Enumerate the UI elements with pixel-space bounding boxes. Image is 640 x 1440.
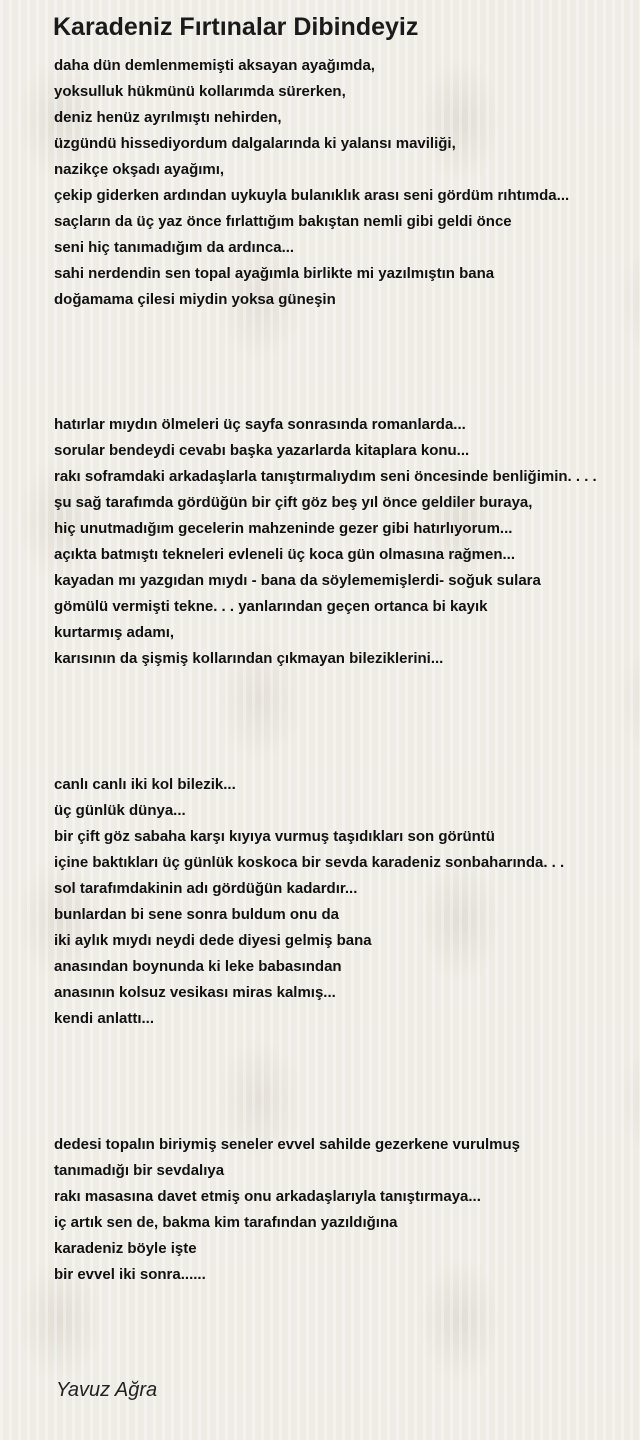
stanza-2 bbox=[54, 412, 640, 672]
poem-line: açıkta batmıştı tekneleri evleneli üç koca gün olmasına rağmen... bbox=[54, 546, 516, 563]
stanza-4 bbox=[54, 1132, 640, 1288]
poem-line: rakı masasına davet etmiş onu arkadaşlarıyla tanıştırmaya... bbox=[54, 1188, 481, 1205]
poem-line: anasından boynunda ki leke babasından bbox=[54, 958, 342, 975]
poem-author: Yavuz Ağra bbox=[56, 1379, 158, 1401]
poem-line: hiç unutmadığım gecelerin mahzeninde gezer gibi hatırlıyorum... bbox=[54, 520, 513, 537]
poem-title: Karadeniz Fırtınalar Dibindeyiz bbox=[53, 13, 419, 41]
poem-line: kurtarmış adamı, bbox=[54, 624, 175, 641]
poem-line: daha dün demlenmemişti aksayan ayağımda, bbox=[54, 57, 375, 74]
poem-line: şu sağ tarafımda gördüğün bir çift göz beş yıl önce geldiler buraya, bbox=[54, 494, 533, 511]
poem-line: bunlardan bi sene sonra buldum onu da bbox=[54, 906, 340, 923]
poem-line: seni hiç tanımadığım da ardınca... bbox=[54, 239, 295, 256]
poem-line: doğamama çilesi miydin yoksa güneşin bbox=[54, 291, 336, 308]
poem-line: karısının da şişmiş kollarından çıkmayan bileziklerini... bbox=[54, 650, 444, 667]
poem-line: tanımadığı bir sevdalıya bbox=[54, 1162, 225, 1179]
poem-line: iç artık sen de, bakma kim tarafından yazıldığına bbox=[54, 1214, 398, 1231]
poem-line: dedesi topalın biriymiş seneler evvel sahilde gezerkene vurulmuş bbox=[54, 1136, 521, 1153]
poem-line: gömülü vermişti tekne. . . yanlarından geçen ortanca bi kayık bbox=[54, 598, 488, 615]
poem-line: bir çift göz sabaha karşı kıyıya vurmuş taşıdıkları son görüntü bbox=[54, 828, 495, 845]
poem-line: üç günlük dünya... bbox=[54, 802, 186, 819]
poem-line: içine baktıkları üç günlük koskoca bir sevda karadeniz sonbaharında. . . bbox=[54, 854, 565, 871]
poem-line: sahi nerdendin sen topal ayağımla birlikte mi yazılmıştın bana bbox=[54, 265, 495, 282]
poem-line: deniz henüz ayrılmıştı nehirden, bbox=[54, 109, 282, 126]
poem-line: yoksulluk hükmünü kollarımda sürerken, bbox=[54, 83, 346, 100]
poem-line: çekip giderken ardından uykuyla bulanıklık arası seni gördüm rıhtımda... bbox=[54, 187, 570, 204]
poem-line: anasının kolsuz vesikası miras kalmış... bbox=[54, 984, 336, 1001]
poem-line: üzgündü hissediyordum dalgalarında ki yalansı maviliği, bbox=[54, 135, 456, 152]
poem-line: iki aylık mıydı neydi dede diyesi gelmiş bana bbox=[54, 932, 372, 949]
poem-line: bir evvel iki sonra...... bbox=[54, 1266, 206, 1283]
poem-line: sol tarafımdakinin adı gördüğün kadardır... bbox=[54, 880, 358, 897]
poem-line: hatırlar mıydın ölmeleri üç sayfa sonrasında romanlarda... bbox=[54, 416, 466, 433]
poem-line: sorular bendeydi cevabı başka yazarlarda kitaplara konu... bbox=[54, 442, 470, 459]
stanza-3 bbox=[54, 772, 640, 1032]
poem-line: nazikçe okşadı ayağımı, bbox=[54, 161, 225, 178]
poem-line: kendi anlattı... bbox=[54, 1010, 155, 1027]
poem-line: rakı soframdaki arkadaşlarla tanıştırmalıydım seni öncesinde benliğimin. . . . bbox=[54, 468, 597, 485]
poem-line: canlı canlı iki kol bilezik... bbox=[54, 776, 236, 793]
poem-line: kayadan mı yazgıdan mıydı - bana da söylememişlerdi- soğuk sulara bbox=[54, 572, 541, 589]
poem-line: karadeniz böyle işte bbox=[54, 1240, 197, 1257]
stanza-1 bbox=[54, 53, 640, 313]
poem-line: saçların da üç yaz önce fırlattığım bakıştan nemli gibi geldi önce bbox=[54, 213, 512, 230]
